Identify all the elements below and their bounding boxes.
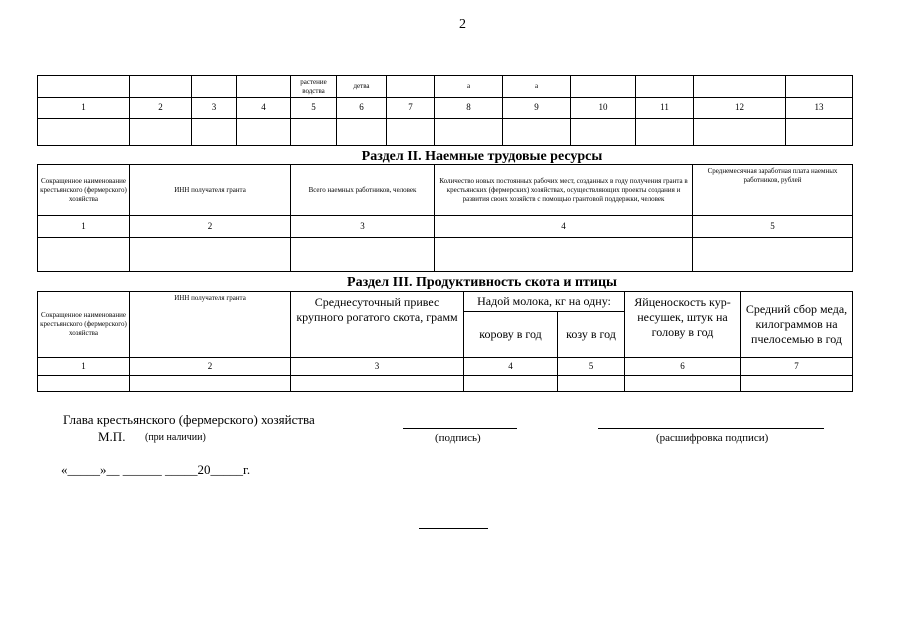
t1-col-number: 6: [337, 98, 387, 119]
t1-header-cell: [694, 76, 786, 98]
s3-col-number: 4: [464, 358, 558, 376]
s3-col-number: 3: [291, 358, 464, 376]
t1-data-cell[interactable]: [387, 119, 435, 146]
s3-header-milk: Надой молока, кг на одну:: [464, 292, 625, 312]
s2-header-total: Всего наемных работников, человек: [291, 165, 435, 216]
s3-header-inn: ИНН получателя гранта: [130, 292, 291, 358]
t1-data-cell[interactable]: [503, 119, 571, 146]
s3-data-cell[interactable]: [464, 376, 558, 392]
head-label: Глава крестьянского (фермерского) хозяйства: [63, 412, 315, 427]
t1-col-number: 3: [192, 98, 237, 119]
t1-data-cell[interactable]: [130, 119, 192, 146]
page-number: 2: [459, 17, 466, 32]
s3-data-cell[interactable]: [291, 376, 464, 392]
s3-data-cell[interactable]: [38, 376, 130, 392]
s2-data-cell[interactable]: [435, 238, 693, 272]
stamp-note: (при наличии): [145, 432, 206, 443]
t1-data-cell[interactable]: [291, 119, 337, 146]
stamp-label: М.П.: [98, 429, 126, 444]
s3-header-honey: Средний сбор меда, килограммов на пчелосемью в год: [741, 292, 853, 358]
t1-header-cell: [38, 76, 130, 98]
t1-col-number: 5: [291, 98, 337, 119]
t1-col-number: 7: [387, 98, 435, 119]
s2-header-salary: Среднемесячная заработная плата наемных работников, рублей: [693, 165, 853, 216]
t1-col-number: 2: [130, 98, 192, 119]
s3-col-number: 2: [130, 358, 291, 376]
section2-title: Раздел II. Наемные трудовые ресурсы: [361, 149, 603, 164]
t1-col-number: 1: [38, 98, 130, 119]
t1-header-cell: [192, 76, 237, 98]
s2-data-cell[interactable]: [693, 238, 853, 272]
s3-col-number: 7: [741, 358, 853, 376]
s2-header-inn: ИНН получателя гранта: [130, 165, 291, 216]
table-continuation: [37, 75, 853, 146]
t1-col-number: 10: [571, 98, 636, 119]
signature-decode-field[interactable]: [598, 428, 824, 429]
s2-col-number: 4: [435, 216, 693, 238]
t1-header-cell: растение водства: [291, 76, 337, 98]
section3-table: [37, 291, 853, 392]
s3-header-goat: козу в год: [558, 312, 625, 358]
s3-header-cow: корову в год: [464, 312, 558, 358]
t1-header-cell: [636, 76, 694, 98]
t1-header-cell: а: [435, 76, 503, 98]
t1-data-cell[interactable]: [237, 119, 291, 146]
s3-header-eggs: Яйценоскость кур-несушек, штук на голову в год: [625, 292, 741, 358]
t1-header-cell: [237, 76, 291, 98]
s3-data-cell[interactable]: [741, 376, 853, 392]
s3-data-cell[interactable]: [558, 376, 625, 392]
t1-col-number: 4: [237, 98, 291, 119]
t1-header-cell: детва: [337, 76, 387, 98]
t1-col-number: 9: [503, 98, 571, 119]
footer-line: [419, 528, 488, 529]
t1-header-cell: [786, 76, 853, 98]
s3-col-number: 1: [38, 358, 130, 376]
t1-data-cell[interactable]: [435, 119, 503, 146]
s2-col-number: 3: [291, 216, 435, 238]
t1-data-cell[interactable]: [38, 119, 130, 146]
signature-caption: (подпись): [435, 432, 481, 444]
section3-title: Раздел III. Продуктивность скота и птицы: [347, 275, 617, 290]
date-line[interactable]: «_____»__ ______ _____20_____г.: [61, 462, 251, 477]
t1-col-number: 13: [786, 98, 853, 119]
s2-header-name: Сокращенное наименование крестьянского (фермерского) хозяйства: [38, 165, 130, 216]
t1-header-cell: а: [503, 76, 571, 98]
s3-data-cell[interactable]: [625, 376, 741, 392]
s3-header-cattle: Среднесуточный привес крупного рогатого скота, грамм: [291, 292, 464, 358]
s2-col-number: 5: [693, 216, 853, 238]
t1-data-cell[interactable]: [571, 119, 636, 146]
t1-col-number: 12: [694, 98, 786, 119]
t1-data-cell[interactable]: [636, 119, 694, 146]
t1-col-number: 8: [435, 98, 503, 119]
t1-data-cell[interactable]: [192, 119, 237, 146]
section2-table: [37, 164, 853, 272]
s2-header-new-jobs: Количество новых постоянных рабочих мест, созданных в году получения гранта в крестьянских (фермерских) хозяйствах, осуществляющих проекты создания и развития своих хозяйств с помощью грантовой поддержки, человек: [435, 165, 693, 216]
t1-header-cell: [387, 76, 435, 98]
t1-data-cell[interactable]: [786, 119, 853, 146]
signature-field[interactable]: [403, 428, 517, 429]
s2-col-number: 1: [38, 216, 130, 238]
s3-col-number: 6: [625, 358, 741, 376]
t1-col-number: 11: [636, 98, 694, 119]
t1-data-cell[interactable]: [337, 119, 387, 146]
decode-caption: (расшифровка подписи): [656, 432, 769, 444]
s2-data-cell[interactable]: [38, 238, 130, 272]
t1-header-cell: [130, 76, 192, 98]
s3-col-number: 5: [558, 358, 625, 376]
t1-data-cell[interactable]: [694, 119, 786, 146]
t1-header-cell: [571, 76, 636, 98]
s3-data-cell[interactable]: [130, 376, 291, 392]
s3-header-name: Сокращенное наименование крестьянского (фермерского) хозяйства: [38, 292, 130, 358]
s2-data-cell[interactable]: [291, 238, 435, 272]
s2-col-number: 2: [130, 216, 291, 238]
s2-data-cell[interactable]: [130, 238, 291, 272]
